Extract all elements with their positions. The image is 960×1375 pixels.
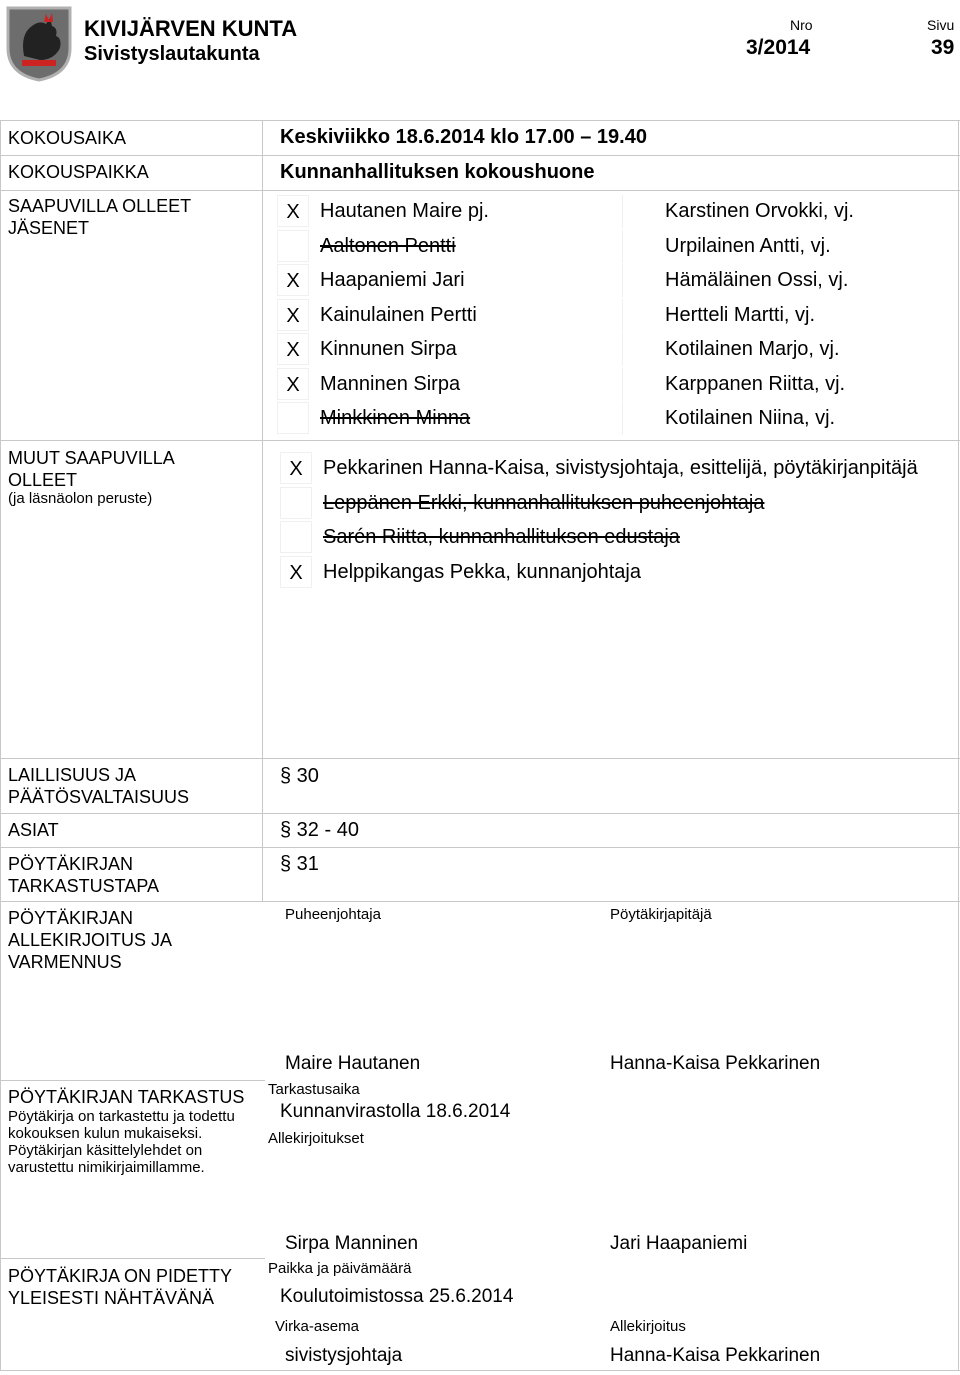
- sivu-value: 39: [931, 36, 955, 59]
- secretary-caption: Pöytäkirjapitäjä: [610, 906, 712, 923]
- display-sign-value: Hanna-Kaisa Pekkarinen: [610, 1345, 821, 1366]
- attendance-mark: [277, 402, 309, 434]
- rule: [0, 440, 960, 441]
- members-label: SAAPUVILLA OLLEET JÄSENET: [8, 196, 191, 238]
- review-time-caption: Tarkastusaika: [268, 1081, 360, 1098]
- attendee-text: Pekkarinen Hanna-Kaisa, sivistysjohtaja, esittelijä, pöytäkirjanpitäjä: [323, 457, 918, 479]
- attendee-text: Leppänen Erkki, kunnanhallituksen puheenjohtaja: [323, 491, 765, 514]
- meeting-time-label: KOKOUSAIKA: [8, 128, 127, 148]
- review-method-value: § 31: [280, 853, 319, 875]
- sivu-label: Sivu: [927, 17, 955, 33]
- deputy-name: Hertteli Martti, vj.: [665, 303, 816, 326]
- dept-name: Sivistyslautakunta: [84, 43, 260, 65]
- member-name: Kainulainen Pertti: [320, 303, 477, 326]
- deputy-name: Karstinen Orvokki, vj.: [665, 200, 854, 222]
- attendance-mark: X: [277, 299, 309, 331]
- review-sign-caption: Allekirjoitukset: [268, 1130, 364, 1147]
- display-position-value: sivistysjohtaja: [285, 1345, 403, 1366]
- legality-value: § 30: [280, 765, 319, 787]
- reviewer-2-name: Jari Haapaniemi: [610, 1233, 748, 1254]
- deputy-name: Kotilainen Marjo, vj.: [665, 338, 840, 360]
- rule: [958, 120, 959, 1370]
- display-place-value: Koulutoimistossa 25.6.2014: [280, 1286, 514, 1307]
- others-label: MUUT SAAPUVILLA OLLEET: [8, 448, 174, 490]
- member-name: Haapaniemi Jari: [320, 269, 465, 291]
- nro-label: Nro: [790, 17, 813, 33]
- meeting-place-label: KOKOUSPAIKKA: [8, 162, 149, 182]
- rule: [0, 120, 960, 121]
- attendee-text: Helppikangas Pekka, kunnanjohtaja: [323, 560, 641, 583]
- nro-value: 3/2014: [746, 36, 811, 59]
- rule: [0, 155, 960, 156]
- review-label: PÖYTÄKIRJAN TARKASTUS: [8, 1087, 245, 1107]
- attendance-mark: [280, 487, 312, 519]
- rule: [0, 1370, 960, 1371]
- deputy-name: Hämäläinen Ossi, vj.: [665, 269, 849, 291]
- deputy-cell-border: [622, 333, 623, 366]
- attendance-mark: X: [277, 264, 309, 296]
- attendance-mark: X: [280, 556, 312, 588]
- deputy-cell-border: [622, 368, 623, 401]
- deputy-cell-border: [622, 195, 623, 228]
- deputy-cell-border: [622, 402, 623, 435]
- attendee-text: Sarén Riitta, kunnanhallituksen edustaja: [323, 526, 680, 548]
- member-name: Manninen Sirpa: [320, 372, 461, 395]
- review-method-label: PÖYTÄKIRJAN TARKASTUSTAPA: [8, 854, 160, 896]
- rule: [0, 847, 960, 848]
- display-place-caption: Paikka ja päivämäärä: [268, 1260, 412, 1277]
- chair-name: Maire Hautanen: [285, 1053, 421, 1074]
- items-value: § 32 - 40: [280, 819, 359, 841]
- attendance-mark: X: [280, 452, 312, 484]
- review-desc: Pöytäkirja on tarkastettu ja todettu kokouksen kulun mukaiseksi. Pöytäkirjan käsittelylehdet on varustettu nimikirjaimillamme.: [8, 1108, 235, 1176]
- display-position-caption: Virka-asema: [275, 1318, 359, 1335]
- signing-label: PÖYTÄKIRJAN ALLEKIRJOITUS JA VARMENNUS: [8, 908, 172, 972]
- rule: [0, 1258, 265, 1259]
- others-sublabel: (ja läsnäolon peruste): [8, 490, 153, 507]
- reviewer-1-name: Sirpa Manninen: [285, 1233, 419, 1254]
- items-label: ASIAT: [8, 820, 59, 840]
- meeting-time-value: Keskiviikko 18.6.2014 klo 17.00 – 19.40: [280, 126, 647, 148]
- attendance-mark: [277, 230, 309, 262]
- deputy-cell-border: [622, 299, 623, 332]
- rule: [0, 758, 960, 759]
- org-name: KIVIJÄRVEN KUNTA: [84, 16, 298, 41]
- deputy-name: Urpilainen Antti, vj.: [665, 234, 831, 257]
- rule: [0, 190, 960, 191]
- deputy-cell-border: [622, 264, 623, 297]
- member-name: Hautanen Maire pj.: [320, 200, 489, 222]
- deputy-name: Karppanen Riitta, vj.: [665, 372, 846, 395]
- rule: [0, 1080, 265, 1081]
- attendance-mark: X: [277, 195, 309, 227]
- municipality-crest: [4, 4, 74, 82]
- attendance-mark: X: [277, 368, 309, 400]
- display-label: PÖYTÄKIRJA ON PIDETTY YLEISESTI NÄHTÄVÄNÄ: [8, 1266, 232, 1308]
- rule: [0, 901, 960, 902]
- member-name: Minkkinen Minna: [320, 407, 471, 429]
- review-time-value: Kunnanvirastolla 18.6.2014: [280, 1101, 511, 1122]
- legality-label: LAILLISUUS JA PÄÄTÖSVALTAISUUS: [8, 765, 190, 807]
- member-name: Kinnunen Sirpa: [320, 338, 457, 360]
- secretary-name: Hanna-Kaisa Pekkarinen: [610, 1053, 821, 1074]
- member-name: Aaltonen Pentti: [320, 234, 456, 257]
- deputy-name: Kotilainen Niina, vj.: [665, 407, 836, 429]
- meeting-place-value: Kunnanhallituksen kokoushuone: [280, 161, 595, 183]
- chair-caption: Puheenjohtaja: [285, 906, 381, 923]
- rule: [0, 120, 1, 1370]
- attendance-mark: X: [277, 333, 309, 365]
- rule: [262, 120, 263, 901]
- attendance-mark: [280, 521, 312, 553]
- display-sign-caption: Allekirjoitus: [610, 1318, 686, 1335]
- rule: [0, 813, 960, 814]
- deputy-cell-border: [622, 230, 623, 263]
